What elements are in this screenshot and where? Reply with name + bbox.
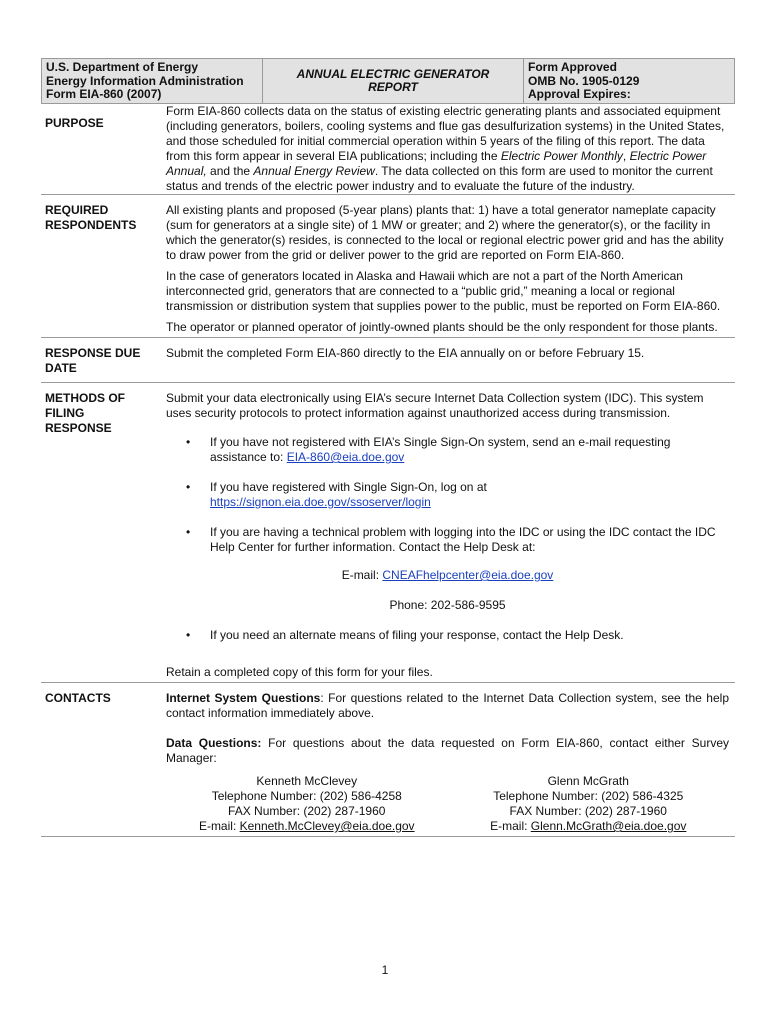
form-title: ANNUAL ELECTRIC GENERATOR REPORT [263,59,524,103]
contact-email-label: E-mail: [490,819,531,833]
filing-label-line1: METHODS OF [45,391,125,405]
purpose-label: PURPOSE [45,116,104,130]
eia860-email-link[interactable]: EIA-860@eia.doe.gov [286,450,405,464]
contact-phone: Telephone Number: (202) 586-4325 [493,789,684,803]
filing-bullets-2 [166,628,729,643]
due-date-content [166,338,735,382]
contact-fax: FAX Number: (202) 287-1960 [509,804,667,818]
publication-aer: Annual Energy Review [253,164,375,178]
contact-name: Glenn McGrath [547,774,629,788]
purpose-sep2: and the [206,164,254,178]
respondents-section [41,195,735,338]
purpose-section [41,104,735,195]
contact-mcgrath [448,774,730,834]
due-date-section [41,338,735,383]
contact-name: Kenneth McClevey [256,774,358,788]
bullet-help [166,525,729,555]
form-header [41,58,735,104]
respondents-p2: In the case of generators located in Alaska and Hawaii which are not a part of the North American interconnected grid, generators that are connected to a “public grid,” meaning a local or regional transmission or distribution system that supplies power to the public, must be reported on Form EIA-860. [166,269,721,313]
purpose-sep1: , [622,149,630,163]
bullet-help-text: If you are having a technical problem with logging into the IDC or using the IDC contact the IDC Help Center for further information. Contact the Help Desk at: [210,525,716,554]
respondents-p3: The operator or planned operator of jointly-owned plants should be the only respondent for those plants. [166,320,718,334]
internet-questions-heading: Internet System Questions [166,691,321,705]
purpose-content [166,104,735,194]
contact-email-link[interactable]: Kenneth.McClevey@eia.doe.gov [239,819,415,833]
filing-bullets [166,435,729,555]
data-questions [166,736,729,766]
contact-email-line [448,819,730,834]
bullet-icon: • [186,525,191,539]
approval-expires: Approval Expires: [528,87,631,101]
form-page [41,58,735,837]
bullet-login-text: If you have registered with Single Sign-On, log on at [210,480,487,494]
respondents-label [41,195,166,337]
bullet-login [166,480,729,510]
filing-section [41,383,735,683]
omb-number: OMB No. 1905-0129 [528,73,640,88]
help-email-line [166,568,729,583]
bullet-icon: • [186,480,191,494]
filing-label [41,383,166,682]
approval-block [524,59,734,103]
purpose-text-b: . The data collected on this form are used to monitor the current status and trends of the electric power industry and to evaluate the future of the industry. [166,164,713,193]
purpose-text-a: Form EIA-860 collects data on the status of existing electric generating plants and associated equipment (including generators, boilers, cooling systems and flue gas desulfurization systems) in the United States, and those scheduled for initial commercial operation within 5 years of the filing of this report. The data from this form appear in several EIA publications; including the [166,104,725,163]
filing-content [166,383,735,682]
agency-name: Energy Information Administration [46,73,244,88]
survey-managers [166,774,729,834]
filing-label-line2: FILING [45,406,85,420]
contact-email-label: E-mail: [198,819,240,833]
agency-block [42,59,263,103]
page-number: 1 [381,963,389,977]
data-questions-text: For questions about the data requested on Form EIA-860, contact either Survey Manager: [166,736,729,765]
contact-email-line [166,819,448,834]
internet-questions-text: : For questions related to the Internet Data Collection system, see the help contact information immediately above. [166,691,729,720]
signon-url-link[interactable]: https://signon.eia.doe.gov/ssoserver/login [210,495,431,509]
publication-epa: Electric Power Annual, [166,149,707,178]
contacts-label: CONTACTS [45,691,111,705]
help-email-label: E-mail: [341,568,383,582]
department-name: U.S. Department of Energy [46,60,199,74]
contact-email-link[interactable]: Glenn.McGrath@eia.doe.gov [530,819,687,833]
due-date-label-line2: DATE [45,361,77,375]
contact-mcclevey [166,774,448,834]
filing-label-line3: RESPONSE [45,421,112,435]
respondents-label-line1: REQUIRED [45,203,109,217]
contacts-content [166,683,735,836]
help-email-link[interactable]: CNEAFhelpcenter@eia.doe.gov [382,568,554,582]
respondents-content [166,195,735,337]
help-phone: Phone: 202-586-9595 [389,598,506,612]
internet-questions [166,691,729,721]
contacts-section [41,683,735,837]
bullet-icon: • [186,628,191,642]
contact-fax: FAX Number: (202) 287-1960 [228,804,386,818]
contact-phone: Telephone Number: (202) 586-4258 [211,789,402,803]
due-date-label-line1: RESPONSE DUE [45,346,141,360]
bullet-register-text: If you have not registered with EIA’s Single Sign-On system, send an e-mail requesting assistance to: [210,435,671,464]
form-approved: Form Approved [528,60,617,74]
filing-intro: Submit your data electronically using EIA’s secure Internet Data Collection system (IDC). This system uses security protocols to protect information against unauthorized access during transmission. [166,391,704,420]
respondents-label-line2: RESPONDENTS [45,218,137,232]
bullet-icon: • [186,435,191,449]
respondents-p1: All existing plants and proposed (5-year plans) plants that: 1) have a total generator nameplate capacity (sum for generators at a single site) of 1 MW or greater; and 2) where the generator(s), or the facility in which the generator(s) resides, is connected to the local or regional electric power grid and has the ability to draw power from the grid or deliver power to the grid are reported on Form EIA-860. [166,203,724,262]
due-date-label [41,338,166,382]
publication-epm: Electric Power Monthly [500,149,623,163]
due-date-text: Submit the completed Form EIA-860 directly to the EIA annually on or before February 15. [166,346,645,360]
purpose-text [166,104,729,194]
form-number: Form EIA-860 (2007) [46,87,162,101]
data-questions-heading: Data Questions: [166,736,262,750]
bullet-alternate-text: If you need an alternate means of filing your response, contact the Help Desk. [210,628,624,642]
bullet-alternate [166,628,729,643]
bullet-register [166,435,729,465]
retain-copy-text: Retain a completed copy of this form for your files. [166,665,433,679]
